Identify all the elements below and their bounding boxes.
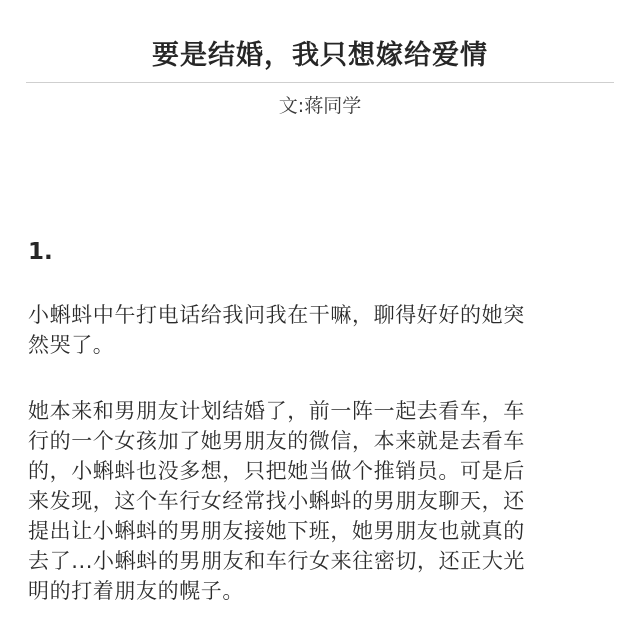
article-title: 要是结婚，我只想嫁给爱情	[152, 40, 488, 71]
article-byline: 文:蒋同学	[278, 95, 362, 117]
paragraph-line: 然哭了。	[28, 333, 115, 357]
paragraph-line: 明的打着朋友的幌子。	[28, 579, 244, 603]
section-number: 1.	[28, 239, 53, 265]
paragraph-line: 去了...小蝌蚪的男朋友和车行女来往密切，还正大光	[28, 549, 526, 573]
paragraph-line: 来发现，这个车行女经常找小蝌蚪的男朋友聊天，还	[28, 489, 525, 513]
paragraph-line: 她本来和男朋友计划结婚了，前一阵一起去看车，车	[28, 399, 525, 423]
paragraph-line: 行的一个女孩加了她男朋友的微信，本来就是去看车	[28, 429, 525, 453]
paragraph-1	[28, 300, 612, 360]
paragraph-line: 小蝌蚪中午打电话给我问我在干嘛，聊得好好的她突	[28, 303, 525, 327]
paragraph-2	[28, 396, 612, 606]
paragraph-line: 的，小蝌蚪也没多想，只把她当做个推销员。可是后	[28, 459, 525, 483]
paragraph-line: 提出让小蝌蚪的男朋友接她下班，她男朋友也就真的	[28, 519, 525, 543]
title-divider	[26, 82, 614, 83]
